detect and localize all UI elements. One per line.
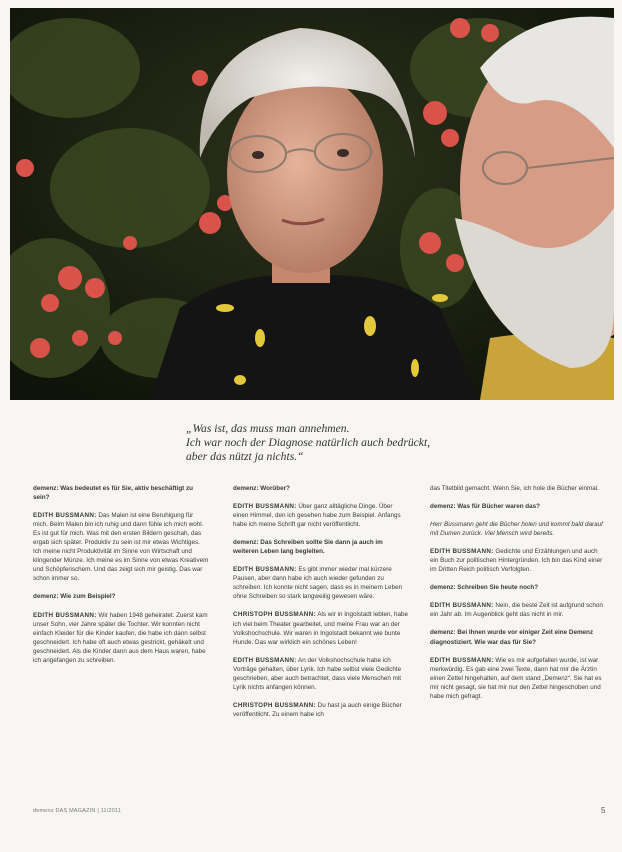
interview-question: demenz: Worüber? [233, 485, 290, 492]
interview-question: demenz: Was bedeutet es für Sie, aktiv beschäftigt zu sein? [33, 485, 194, 502]
speaker-name: CHRISTOPH BUSSMANN: [233, 611, 316, 619]
pull-quote-line-3: aber das nützt ja nichts.“ [186, 450, 304, 463]
interview-question: demenz: Bei Ihnen wurde vor einiger Zeit eine Demenz diagnostiziert. Wie war das für Sie? [430, 629, 594, 646]
answer-text: Das Malen ist eine Beruhigung für mich. Beim Malen bin ich ruhig und dann fühle ich mich wohl. Es ist gut für mich. Was mit den ersten Bildern geschah, das ergab sich später. Produktiv zu sein ist mir etwas Wichtiges. Ich meine nicht Produktivität im Sinne von Wirtschaft und klingender Münze. Ich meine es im Sinne von etwas Kreativem und Schöpferischem. Und das zeigt sich mir geistig. Das war schon immer so. [33, 512, 209, 583]
interview-answer [233, 502, 409, 529]
interview-answer [233, 565, 409, 601]
interview-question: demenz: Wie zum Beispiel? [33, 593, 116, 601]
answer-text: Du hast ja auch einige Bücher veröffentlicht. Zu einem habe ich [233, 701, 402, 718]
answer-text: Wir haben 1948 geheiratet. Zuerst kam unser Sohn, vier Jahre später die Tochter. Wir konnten nicht einfach Kleider für die Kinder kaufen, die habe ich dann selbst geschneidert. Ich habe oft auch etwas gestrickt, gehäkelt und geschneidert. Als die Kinder dann aus dem Haus waren, habe ich angefangen zu schreiben. [33, 611, 208, 664]
text-column-1 [33, 484, 209, 674]
answer-text: Über ganz alltägliche Dinge. Über einen Himmel, den ich gesehen habe zum Beispiel. Anfangs habe ich meine Schrift gar nicht veröffentlicht. [233, 503, 401, 529]
interview-question: demenz: Was für Bücher waren das? [430, 503, 540, 511]
interview-answer [33, 611, 209, 665]
interview-answer [430, 547, 606, 574]
interview-question: demenz: Das Schreiben sollte Sie dann ja auch im weiteren Leben lang begleiten. [233, 539, 383, 556]
portrait-photo [10, 8, 614, 400]
interview-answer [233, 656, 409, 692]
interview-question: demenz: Schreiben Sie heute noch? [430, 584, 539, 592]
speaker-name: EDITH BUSSMANN: [33, 611, 97, 619]
interview-answer [430, 601, 606, 619]
text-column-3 [430, 484, 606, 710]
speaker-name: EDITH BUSSMANN: [430, 548, 494, 556]
speaker-name: EDITH BUSSMANN: [233, 656, 297, 664]
page-footer: demenz DAS MAGAZIN | 11/2011 [33, 808, 122, 814]
answer-text: Nein, die beste Zeit ist aufgrund schon ein Jahr ab. Im Augenblick geht das nicht in mir. [430, 602, 603, 619]
answer-text: Es gibt immer wieder mal kürzere Pausen, aber dann habe ich auch wieder gefunden zu schreiben. Ich konnte nicht sagen, dass es in meinem Leben ohne Schreiben so stark langweilig gewesen wäre. [233, 566, 403, 601]
interview-answer [33, 511, 209, 583]
answer-text: An der Volkshochschule habe ich Vorträge gehalten, über Lyrik. Ich habe selbst viele Gedichte geschrieben, aber auch betrachtet, dass viele Menschen mit Lyrik nichts anfangen können. [233, 656, 402, 691]
interview-answer [430, 656, 606, 701]
speaker-name: EDITH BUSSMANN: [233, 503, 297, 511]
answer-text: Als wir in Ingolstadt lebten, habe ich viel beim Theater gearbeitet, und meine Frau war an der Volkshochschule. Wir waren in Ingolstadt bekannt wie bunte Hunde. Das war wirklich ein schönes Leben! [233, 611, 408, 646]
speaker-name: EDITH BUSSMANN: [33, 512, 97, 520]
speaker-name: EDITH BUSSMANN: [430, 656, 494, 664]
speaker-name: EDITH BUSSMANN: [430, 602, 494, 610]
interview-answer [233, 610, 409, 646]
pull-quote [186, 422, 606, 464]
pull-quote-line-1: „Was ist, das muss man annehmen. [186, 422, 350, 435]
page-number: 5 [601, 806, 606, 815]
speaker-name: EDITH BUSSMANN: [233, 566, 297, 574]
interview-answer [233, 701, 409, 719]
speaker-name: CHRISTOPH BUSSMANN: [233, 701, 316, 709]
pull-quote-line-2: Ich war noch der Diagnose natürlich auch bedrückt, [186, 436, 431, 449]
answer-text: Wie es mir aufgefallen wurde, ist war merkwürdig. Es gab eine zwei Texte, dann hat mir die Ärztin einen Zettel hingehalten, auf dem stand „Demenz“. Sie hat es mir nicht gesagt, sie hat mir nur den Zettel hingeschoben und habe mich gefragt. [430, 656, 602, 700]
editorial-note: Herr Bussmann geht die Bücher holen und kommt bald darauf mit Dumen zurück. Viel Mensch wird bereits. [430, 521, 603, 538]
answer-text: Gedichte und Erzählungen und auch ein Buch zur politischen Hintergründen. Ich bin das Kind einer im Dritten Reich politisch Verfolgten. [430, 548, 603, 574]
answer-continuation: das Titelbild gemacht. Wenn Sie, ich hole die Bücher einmal. [430, 485, 599, 492]
text-column-2 [233, 484, 409, 728]
portrait-illustration [10, 8, 614, 400]
